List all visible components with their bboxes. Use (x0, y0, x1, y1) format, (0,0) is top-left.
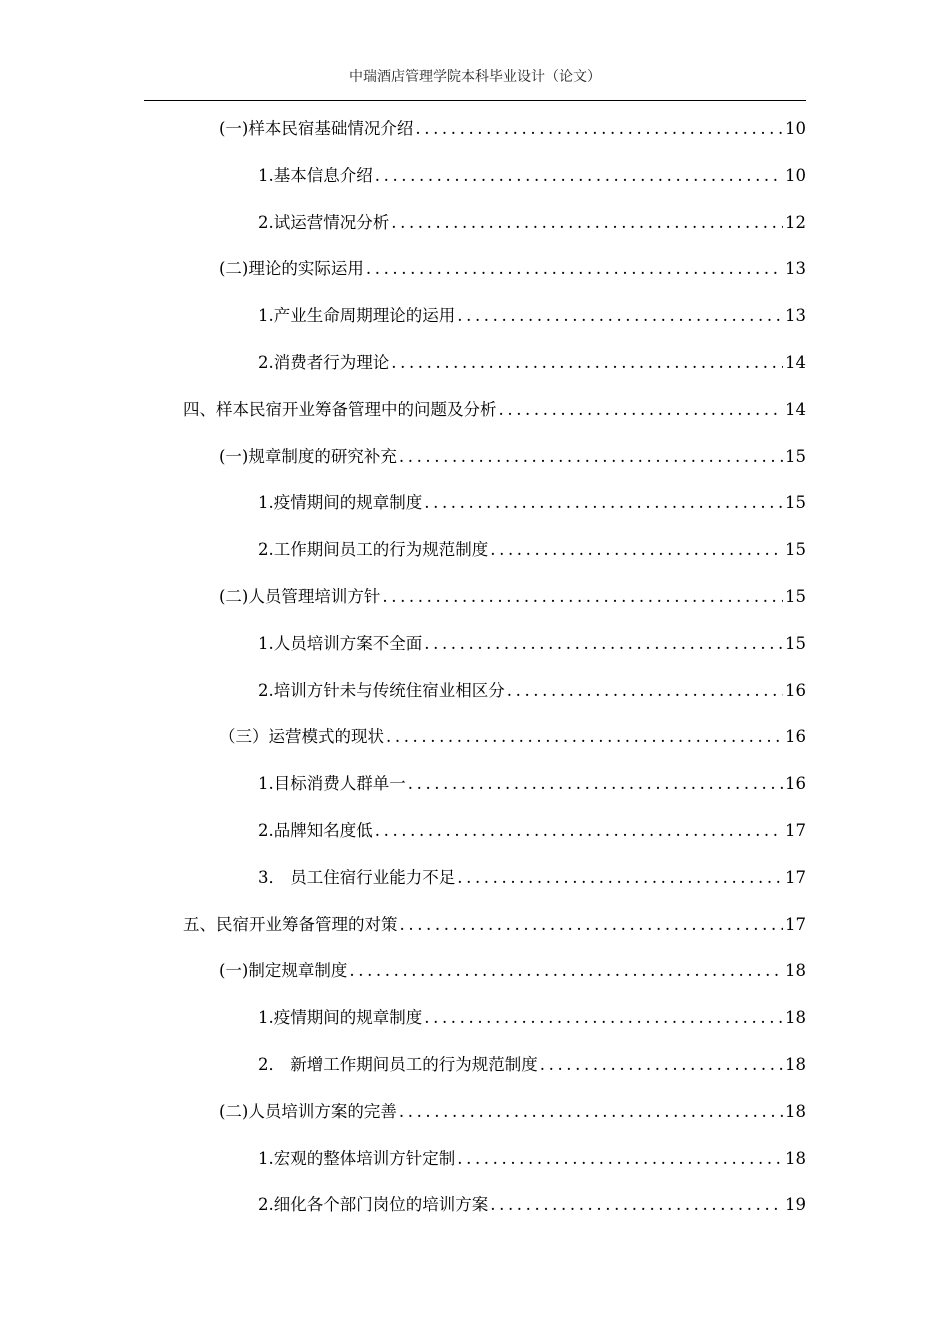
toc-leader-dots (457, 1144, 783, 1174)
toc-entry[interactable] (258, 1050, 806, 1080)
toc-entry[interactable] (258, 208, 806, 238)
toc-entry-page: 16 (785, 727, 806, 747)
toc-entry[interactable] (183, 910, 806, 940)
toc-entry-page: 14 (785, 399, 806, 419)
toc-entry-page: 19 (785, 1195, 806, 1215)
toc-entry[interactable] (258, 629, 806, 659)
toc-entry-label: 1.产业生命周期理论的运用 (258, 306, 456, 326)
toc-entry[interactable] (219, 442, 806, 472)
toc-entry[interactable] (258, 488, 806, 518)
toc-entry-page: 15 (785, 633, 806, 653)
toc-entry[interactable] (258, 1190, 806, 1220)
toc-entry-page: 12 (785, 212, 806, 232)
toc-leader-dots (507, 676, 783, 706)
toc-entry-page: 13 (785, 259, 806, 279)
toc-entry[interactable] (258, 161, 806, 191)
toc-leader-dots (375, 816, 783, 846)
page-header: 中瑞酒店管理学院本科毕业设计（论文） (349, 69, 601, 85)
toc-entry-label: 1.人员培训方案不全面 (258, 633, 423, 653)
toc-entry[interactable] (219, 582, 806, 612)
toc-entry-label: 1.疫情期间的规章制度 (258, 493, 423, 513)
toc-entry-label: (一)制定规章制度 (219, 961, 348, 981)
toc-leader-dots (490, 1190, 783, 1220)
toc-entry-label: (二)理论的实际运用 (219, 259, 364, 279)
toc-entry-page: 18 (785, 961, 806, 981)
header-rule (144, 100, 806, 101)
toc-leader-dots (424, 629, 783, 659)
toc-leader-dots (424, 488, 783, 518)
toc-entry[interactable] (258, 769, 806, 799)
toc-entry[interactable] (219, 254, 806, 284)
toc-entry-label: 2． 新增工作期间员工的行为规范制度 (258, 1055, 538, 1074)
toc-entry[interactable] (219, 956, 806, 986)
toc-leader-dots (366, 254, 783, 284)
toc-entry[interactable] (258, 676, 806, 706)
toc-entry-page: 15 (785, 446, 806, 466)
toc-entry[interactable] (258, 348, 806, 378)
toc-entry-label: 2.工作期间员工的行为规范制度 (258, 540, 489, 560)
toc-entry[interactable] (183, 395, 806, 425)
toc-entry-page: 10 (785, 119, 806, 138)
toc-leader-dots (375, 161, 783, 191)
toc-leader-dots (399, 1097, 783, 1127)
toc-leader-dots (400, 910, 784, 940)
toc-entry-label: 四、样本民宿开业筹备管理中的问题及分析 (183, 399, 497, 419)
toc-entry-page: 10 (785, 165, 806, 185)
toc-leader-dots (540, 1050, 783, 1080)
toc-entry-page: 17 (785, 821, 806, 840)
toc-entry-page: 13 (785, 306, 806, 326)
toc-entry-label: 1.疫情期间的规章制度 (258, 1008, 423, 1028)
toc-entry[interactable] (219, 722, 806, 752)
toc-entry-label: 3． 员工住宿行业能力不足 (258, 867, 456, 887)
toc-entry[interactable] (258, 301, 806, 331)
toc-entry-label: 2.试运营情况分析 (258, 212, 390, 232)
toc-entry-page: 15 (785, 587, 806, 606)
toc-leader-dots (457, 301, 783, 331)
toc-leader-dots (499, 395, 784, 425)
toc-entry-label: 五、民宿开业筹备管理的对策 (183, 914, 398, 934)
toc-entry-page: 14 (785, 353, 806, 372)
toc-entry-page: 16 (785, 680, 806, 700)
toc-entry-page: 18 (785, 1055, 806, 1074)
toc-leader-dots (424, 1003, 783, 1033)
toc-entry-label: 2.品牌知名度低 (258, 821, 373, 840)
toc-leader-dots (408, 769, 783, 799)
toc-entry[interactable] (258, 1144, 806, 1174)
toc-entry-label: (一)样本民宿基础情况介绍 (219, 119, 414, 138)
toc-leader-dots (490, 535, 783, 565)
toc-entry-label: 1.基本信息介绍 (258, 165, 373, 185)
toc-entry[interactable] (258, 816, 806, 846)
toc-entry-page: 16 (785, 774, 806, 794)
toc-leader-dots (391, 348, 783, 378)
toc-entry-page: 17 (785, 867, 806, 887)
toc-leader-dots (457, 863, 783, 893)
toc-entry-label: 1.宏观的整体培训方针定制 (258, 1148, 456, 1168)
toc-leader-dots (386, 722, 783, 752)
toc-entry-label: 2.细化各个部门岗位的培训方案 (258, 1195, 489, 1215)
toc-entry-label: 2.消费者行为理论 (258, 353, 390, 372)
toc-entry-label: (二)人员管理培训方针 (219, 587, 381, 606)
toc-entry-page: 15 (785, 493, 806, 513)
toc-leader-dots (349, 956, 783, 986)
toc-entry-label: （三）运营模式的现状 (219, 727, 384, 747)
toc-entry-page: 18 (785, 1148, 806, 1168)
toc-leader-dots (399, 442, 783, 472)
toc-entry-page: 17 (785, 914, 806, 934)
toc-entry-page: 18 (785, 1101, 806, 1121)
toc-leader-dots (382, 582, 783, 612)
toc-leader-dots (391, 208, 783, 238)
toc-entry[interactable] (258, 863, 806, 893)
toc-entry[interactable] (258, 1003, 806, 1033)
toc-entry-label: 1.目标消费人群单一 (258, 774, 406, 794)
toc-entry-label: 2.培训方针未与传统住宿业相区分 (258, 680, 505, 700)
toc-leader-dots (415, 114, 783, 144)
toc-entry[interactable] (219, 1097, 806, 1127)
toc-entry-page: 18 (785, 1008, 806, 1028)
toc-entry[interactable] (258, 535, 806, 565)
toc-entry-label: (二)人员培训方案的完善 (219, 1101, 397, 1121)
toc-entry-page: 15 (785, 540, 806, 560)
toc-entry[interactable] (219, 114, 806, 144)
toc-entry-label: (一)规章制度的研究补充 (219, 446, 397, 466)
